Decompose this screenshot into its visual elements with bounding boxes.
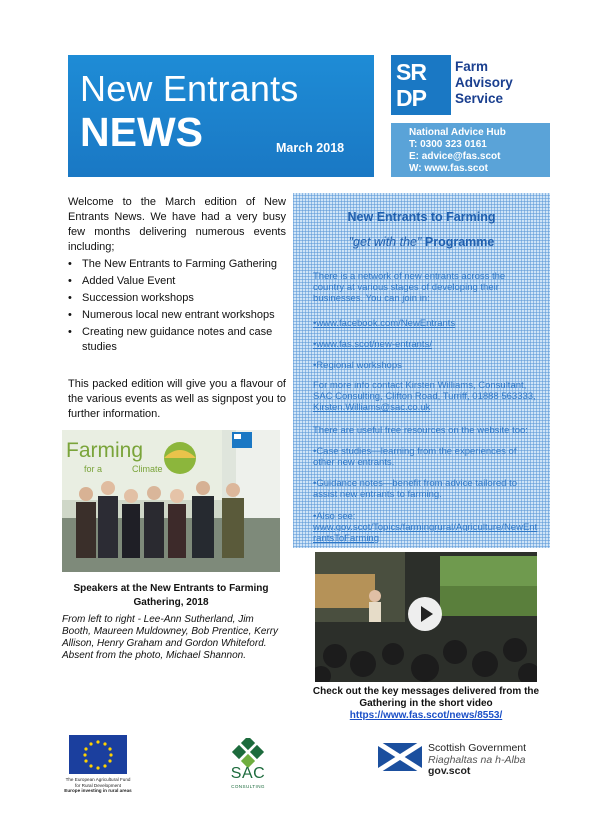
fas-logo-line3: Service	[455, 91, 504, 106]
video-link[interactable]: https://www.fas.scot/news/8553/	[349, 710, 503, 721]
ne-network-text: There is a network of new entrants across the country at various stages of developing their businesses. You can join in:	[313, 271, 506, 304]
srdp-mark-bottom: DP	[396, 85, 426, 111]
hub-title: National Advice Hub	[409, 127, 506, 138]
saltire-icon	[378, 743, 422, 771]
photo-caption-body: From left to right - Lee-Ann Sutherland, Jim Booth, Maureen Muldowney, Bob Prentice, Kerry Allison, Henry Graham and Gordon Whiteford. Absent from the photo, Michael Shannon.	[62, 614, 279, 661]
resources-text: There are useful free resources on the website too:	[313, 425, 528, 436]
hub-email[interactable]: E: advice@fas.scot	[409, 151, 501, 162]
banner-sub2: Climate	[132, 464, 163, 474]
fas-logo-line2: Advisory	[455, 75, 513, 90]
new-entrants-box	[293, 193, 550, 548]
scot-line3: gov.scot	[428, 765, 471, 777]
issue-date: March 2018	[276, 141, 345, 155]
guidance-notes-text: •Guidance notes—benefit from advice tailored to assist new entrants to farming.	[313, 478, 517, 500]
list-item: • Creating new guidance notes and case studies	[68, 325, 286, 355]
banner-farming: Farming	[66, 439, 144, 462]
sac-name: SAC	[230, 765, 266, 782]
list-item: • Numerous local new entrant workshops	[68, 308, 286, 323]
fas-logo-text	[455, 59, 513, 107]
speakers-photo-illustration	[62, 430, 280, 572]
list-item: • Added Value Event	[68, 274, 286, 289]
eu-line1: The European Agricultural Fund	[65, 777, 131, 782]
srdp-mark-icon	[391, 55, 451, 115]
banner-sub: for a	[84, 464, 103, 474]
ne-box-subtitle	[293, 235, 550, 249]
events-list	[68, 257, 286, 357]
video-caption	[300, 686, 552, 722]
hub-phone: T: 0300 323 0161	[409, 139, 487, 150]
fas-logo-line1: Farm	[455, 59, 489, 74]
facebook-link[interactable]: •www.facebook.com/NewEntrants	[313, 318, 456, 329]
scottish-government-text	[428, 743, 526, 778]
ne-sub-bold: Programme	[421, 235, 495, 249]
contact-email-link[interactable]: Kirsten.Williams@sac.co.uk	[313, 402, 431, 413]
eu-fund-text	[62, 777, 134, 794]
photo-caption-title: Speakers at the New Entrants to Farming Gathering, 2018	[73, 583, 269, 608]
scot-line1: Scottish Government	[428, 742, 527, 754]
saltire-cross-icon	[378, 743, 422, 771]
advice-hub-box	[391, 123, 550, 177]
contact-text: For more info contact Kirsten Williams, Consultant, SAC Consulting, Clifton Road, Turriff, 01888 563333,	[313, 380, 536, 402]
eu-stars-icon	[69, 735, 127, 774]
srdp-mark-top: SR	[396, 59, 426, 85]
video-caption-text: Check out the key messages delivered from the Gathering in the short video	[312, 686, 540, 709]
play-icon[interactable]	[408, 597, 442, 631]
eu-line2: for Rural Development	[75, 782, 121, 788]
scot-line2: Riaghaltas na h-Alba	[428, 753, 526, 766]
fas-new-entrants-link[interactable]: •www.fas.scot/new-entrants/	[313, 339, 432, 350]
masthead-title-line2: NEWS	[80, 109, 203, 155]
regional-workshops: •Regional workshops	[313, 360, 402, 371]
sac-sub: CONSULTING	[231, 784, 265, 789]
masthead-banner	[68, 55, 374, 177]
masthead-title-line1: New Entrants	[80, 68, 299, 109]
intro-paragraph: Welcome to the March edition of New Entrants News. We have had a very busy few months delivering numerous events including;	[68, 196, 286, 253]
also-see-label: •Also see:	[313, 511, 356, 522]
speakers-photo	[62, 430, 280, 572]
gov-scot-link[interactable]: www.gov.scot/Topics/farmingrural/Agriculture/NewEntrantsToFarming	[313, 522, 538, 544]
eu-line3: Europe investing in rural areas	[64, 788, 132, 793]
list-item: • Succession workshops	[68, 291, 286, 306]
packed-paragraph: This packed edition will give you a flavour of the various events as well as signpost you to further information.	[68, 378, 286, 420]
ne-sub-italic: "get with the"	[348, 235, 422, 249]
contact-info	[313, 380, 538, 413]
also-see	[313, 511, 538, 544]
case-studies-text: •Case studies—learning from the experiences of other new entrants.	[313, 446, 517, 468]
ne-box-title: New Entrants to Farming	[347, 210, 496, 224]
list-item: • The New Entrants to Farming Gathering	[68, 257, 286, 272]
eu-flag-icon	[69, 735, 127, 774]
hub-web[interactable]: W: www.fas.scot	[409, 163, 488, 174]
